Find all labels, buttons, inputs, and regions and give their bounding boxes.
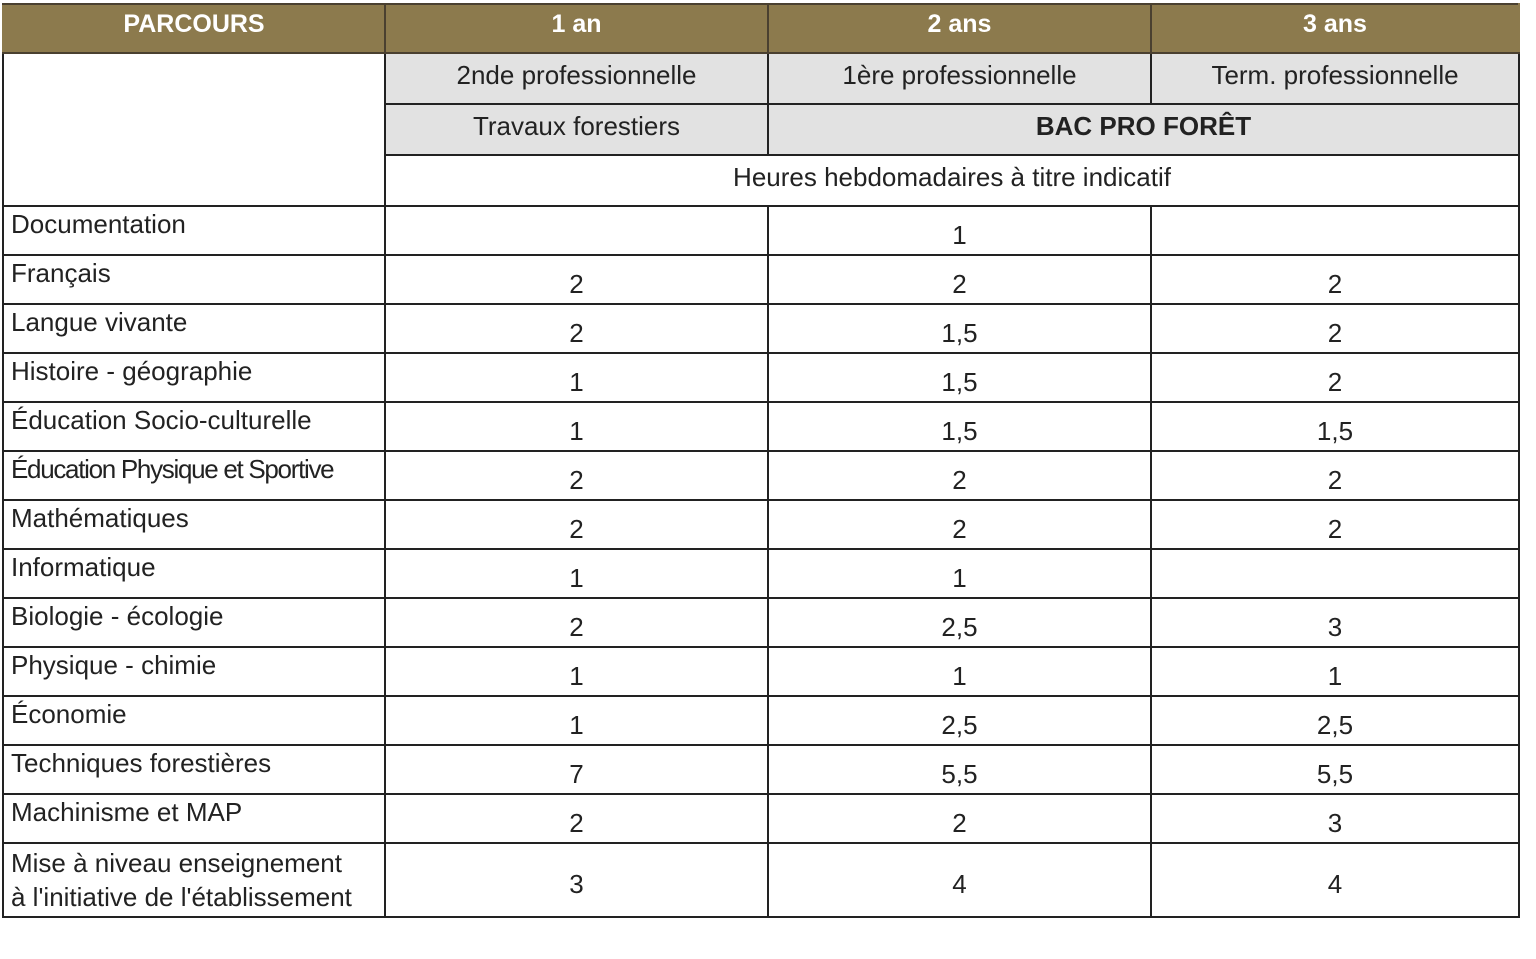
class-level-2: 1ère professionnelle: [768, 53, 1151, 104]
subject-cell: Machinisme et MAP: [3, 794, 385, 843]
year-3-header: 3 ans: [1151, 4, 1519, 53]
subject-cell: Informatique: [3, 549, 385, 598]
class-level-3: Term. professionnelle: [1151, 53, 1519, 104]
hours-year-1: 2: [385, 598, 768, 647]
table-row: [3, 500, 1519, 549]
hours-year-3: 1: [1151, 647, 1519, 696]
table-row: [3, 745, 1519, 794]
table-row: [3, 255, 1519, 304]
empty-corner-cell: [3, 53, 385, 206]
hours-year-2: 1: [768, 206, 1151, 255]
subject-cell: Éducation Socio-culturelle: [3, 402, 385, 451]
subject-cell: Économie: [3, 696, 385, 745]
subject-cell: Biologie - écologie: [3, 598, 385, 647]
hours-year-3: 2: [1151, 255, 1519, 304]
hours-year-1: [385, 206, 768, 255]
hours-year-2: 2: [768, 255, 1151, 304]
hours-year-1: 2: [385, 304, 768, 353]
hours-year-3: 2: [1151, 451, 1519, 500]
subject-cell: Langue vivante: [3, 304, 385, 353]
hours-year-2: 4: [768, 843, 1151, 917]
hours-year-3: 2: [1151, 353, 1519, 402]
hours-year-1: 7: [385, 745, 768, 794]
hours-year-3: 4: [1151, 843, 1519, 917]
program-bac-pro-foret: BAC PRO FORÊT: [768, 104, 1519, 155]
hours-year-2: 5,5: [768, 745, 1151, 794]
year-2-header: 2 ans: [768, 4, 1151, 53]
class-level-1: 2nde professionnelle: [385, 53, 768, 104]
hours-year-3: 2: [1151, 500, 1519, 549]
hours-year-3: 3: [1151, 598, 1519, 647]
hours-year-1: 2: [385, 500, 768, 549]
hours-year-3: 2: [1151, 304, 1519, 353]
hours-year-1: 1: [385, 353, 768, 402]
hours-year-2: 2: [768, 451, 1151, 500]
hours-year-3: [1151, 206, 1519, 255]
subject-cell: Mathématiques: [3, 500, 385, 549]
header-row: [3, 4, 1519, 53]
hours-year-1: 1: [385, 549, 768, 598]
table-row: [3, 598, 1519, 647]
weekly-hours-table: [2, 3, 1520, 918]
hours-year-3: 2,5: [1151, 696, 1519, 745]
hours-year-1: 1: [385, 696, 768, 745]
year-1-header: 1 an: [385, 4, 768, 53]
table-row: [3, 206, 1519, 255]
subject-cell: Documentation: [3, 206, 385, 255]
hours-year-3: 3: [1151, 794, 1519, 843]
subject-cell: Français: [3, 255, 385, 304]
table-row: [3, 304, 1519, 353]
table-row: [3, 402, 1519, 451]
table-row: [3, 843, 1519, 917]
hours-year-2: 2,5: [768, 696, 1151, 745]
hours-year-2: 1: [768, 549, 1151, 598]
table-row: [3, 647, 1519, 696]
hours-year-2: 1: [768, 647, 1151, 696]
subject-cell: Éducation Physique et Sportive: [3, 451, 385, 500]
hours-year-1: 2: [385, 255, 768, 304]
hours-year-1: 2: [385, 451, 768, 500]
hours-year-1: 3: [385, 843, 768, 917]
parcours-header: PARCOURS: [3, 4, 385, 53]
class-level-row: [3, 53, 1519, 104]
table-row: [3, 696, 1519, 745]
schedule-table-container: [2, 3, 1520, 918]
hours-year-2: 2: [768, 794, 1151, 843]
subject-cell: Physique - chimie: [3, 647, 385, 696]
weekly-hours-note: Heures hebdomadaires à titre indicatif: [385, 155, 1519, 206]
hours-year-2: 2: [768, 500, 1151, 549]
subject-cell: Techniques forestières: [3, 745, 385, 794]
hours-year-2: 1,5: [768, 304, 1151, 353]
hours-year-1: 1: [385, 402, 768, 451]
hours-year-3: 1,5: [1151, 402, 1519, 451]
hours-year-1: 2: [385, 794, 768, 843]
hours-year-2: 1,5: [768, 402, 1151, 451]
subject-cell: Histoire - géographie: [3, 353, 385, 402]
subject-line-2: à l'initiative de l'établissement: [11, 882, 352, 912]
subject-cell: [3, 843, 385, 917]
hours-year-2: 1,5: [768, 353, 1151, 402]
table-row: [3, 451, 1519, 500]
program-travaux-forestiers: Travaux forestiers: [385, 104, 768, 155]
table-row: [3, 794, 1519, 843]
table-row: [3, 549, 1519, 598]
hours-year-1: 1: [385, 647, 768, 696]
subject-line-1: Mise à niveau enseignement: [11, 848, 342, 878]
table-row: [3, 353, 1519, 402]
hours-year-3: [1151, 549, 1519, 598]
hours-year-2: 2,5: [768, 598, 1151, 647]
hours-year-3: 5,5: [1151, 745, 1519, 794]
